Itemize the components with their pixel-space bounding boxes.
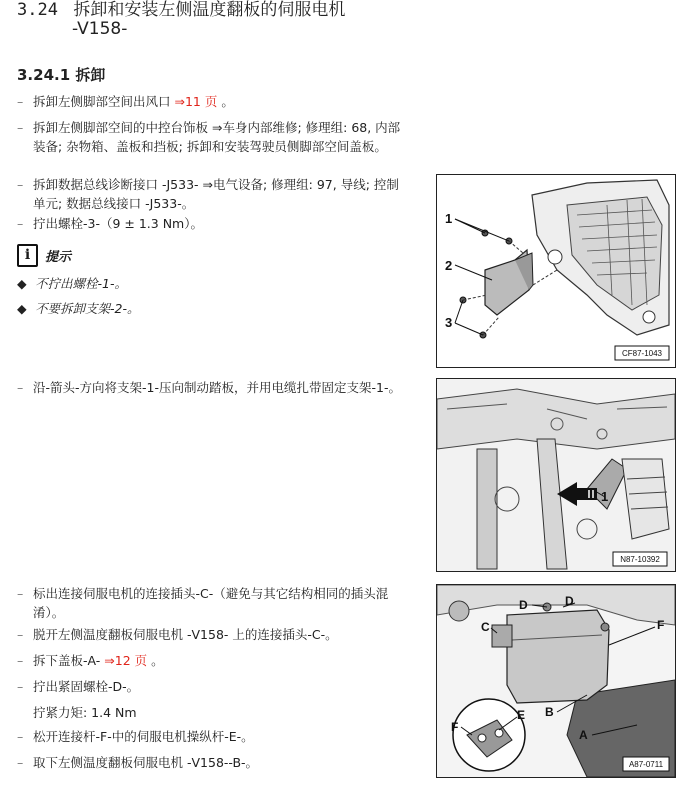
fig3-label-b: B — [545, 705, 554, 719]
fig1-code: CF87-1043 — [621, 349, 663, 358]
step-7: – 脱开左侧温度翻板伺服电机 -V158- 上的连接插头-C-。 — [17, 627, 338, 642]
note-item-2: ◆ 不要拆卸支架-2-。 — [17, 301, 140, 316]
list-dash: – — [17, 177, 24, 192]
list-dash: – — [17, 627, 24, 642]
fig3-label-a: A — [579, 728, 588, 742]
section-title: 3.24.1 拆卸 — [17, 66, 106, 84]
list-dash: – — [17, 729, 24, 744]
figure-3-illustration — [437, 585, 675, 777]
fig1-label-2: 2 — [445, 258, 453, 273]
fig3-inset-label-e: E — [517, 708, 526, 722]
step-5: – 沿-箭头-方向将支架-1-压向制动踏板，并用电缆扎带固定支架-1-。 — [17, 380, 401, 395]
figure-bracket-bolts — [436, 174, 676, 368]
diamond-bullet-icon: ◆ — [17, 276, 27, 291]
fig3-label-f: F — [657, 618, 665, 632]
step-6: – 标出连接伺服电机的连接插头-C-（避免与其它结构相同的插头混淆）。 — [17, 586, 389, 620]
step-2: – 拆卸左侧脚部空间的中控台饰板 ⇒车身内部维修; 修理组: 68, 内部装备; 杂物箱、盖板和挡板; 拆卸和安装驾驶员侧脚部空间盖板。 — [17, 120, 401, 154]
page-ref-link[interactable]: ⇒12 页 — [104, 653, 148, 668]
fig2-label-1: 1 — [601, 489, 609, 504]
list-dash: – — [17, 755, 24, 770]
step-11: – 取下左侧温度翻板伺服电机 -V158--B-。 — [17, 755, 259, 770]
list-dash: – — [17, 120, 24, 135]
list-dash: – — [17, 380, 24, 395]
figure-brake-bracket — [436, 378, 676, 572]
step-4: – 拧出螺栓-3-（9 ± 1.3 Nm）。 — [17, 216, 203, 231]
chapter-heading — [17, 0, 345, 20]
fig1-label-3: 3 — [445, 315, 453, 330]
chapter-title-line2: -V158- — [72, 19, 128, 39]
list-dash: – — [17, 216, 24, 231]
chapter-number: 3.24 — [17, 0, 58, 20]
fig1-label-1: 1 — [445, 211, 453, 226]
fig3-label-c: C — [481, 620, 490, 634]
step-1: – 拆卸左侧脚部空间出风口 ⇒11 页 。 — [17, 94, 234, 109]
figure-servo-motor — [436, 584, 676, 778]
figure-2-illustration — [437, 379, 675, 571]
note-label: 提示 — [45, 250, 72, 265]
list-dash: – — [17, 94, 24, 109]
step-3: – 拆卸数据总线诊断接口 -J533- ⇒电气设备; 修理组: 97, 导线; 控制单元; 数据总线接口 -J533-。 — [17, 177, 399, 211]
torque-spec: 拧紧力矩: 1.4 Nm — [33, 705, 137, 720]
fig3-label-d2: D — [565, 594, 574, 608]
list-dash: – — [17, 653, 24, 668]
fig2-code: N87-10392 — [620, 555, 660, 564]
list-dash: – — [17, 586, 24, 601]
step-9: – 拧出紧固螺栓-D-。 — [17, 679, 140, 694]
fig3-inset-label-f: F — [451, 720, 459, 734]
list-dash: – — [17, 679, 24, 694]
step-10: – 松开连接杆-F-中的伺服电机操纵杆-E-。 — [17, 729, 254, 744]
info-icon: i — [17, 244, 38, 267]
fig3-label-d1: D — [519, 598, 528, 612]
page-ref-link[interactable]: ⇒11 页 — [174, 94, 218, 109]
fig3-code: A87-0711 — [628, 760, 664, 769]
note-item-1: ◆ 不拧出螺栓-1-。 — [17, 276, 127, 291]
step-8: – 拆下盖板-A- ⇒12 页 。 — [17, 653, 164, 668]
figure-1-illustration — [437, 175, 675, 367]
chapter-title: 拆卸和安装左侧温度翻板的伺服电机 — [73, 0, 346, 20]
diamond-bullet-icon: ◆ — [17, 301, 27, 316]
